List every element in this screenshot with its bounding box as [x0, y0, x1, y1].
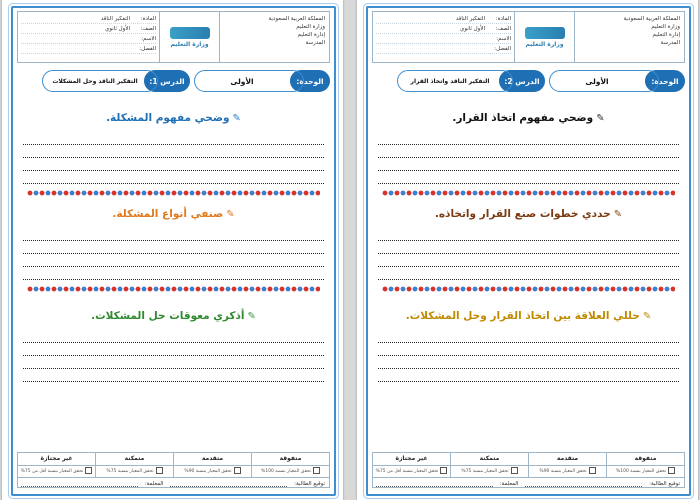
signature-row: [373, 478, 684, 489]
question-text: حددي خطوات صنع القرار واتخاذه.: [434, 208, 611, 220]
dotted-divider: [27, 286, 320, 292]
lesson-value: التفكير الناقد واتخاذ القرار: [397, 70, 513, 92]
lesson-label: الدرس 2:: [499, 70, 545, 92]
question-text: وضحي مفهوم اتخاذ القرار.: [452, 112, 594, 124]
pencil-icon: ✎: [596, 113, 605, 124]
question-text: أذكري معوقات حل المشكلات.: [91, 310, 245, 322]
checkbox[interactable]: [85, 467, 92, 474]
unit-value: الأولى: [194, 70, 304, 92]
answer-lines[interactable]: [378, 330, 679, 382]
student-fields: [18, 12, 159, 62]
field-row[interactable]: المادة: التفكير الناقد: [21, 14, 156, 24]
levels-row: متفوقة متقدمة متمكنة غير مجتازة: [18, 453, 329, 466]
question-text: وضحي مفهوم المشكلة.: [106, 112, 230, 124]
signature-line[interactable]: [170, 480, 287, 487]
lesson-value: التفكير الناقد وحل المشكلات: [42, 70, 158, 92]
school-info: [219, 12, 329, 62]
criteria-row: تحقق المعيار بنسبة 100% تحقق المعيار بنسبة 90% تحقق المعيار بنسبة 75% تحقق المعيار بنسبة أقل من 75%: [373, 466, 684, 478]
levels-row: متفوقة متقدمة متمكنة غير مجتازة: [373, 453, 684, 466]
ministry-text: وزارة التعليم: [296, 24, 325, 30]
school-label: المدرسة: [305, 40, 325, 46]
field-row[interactable]: الصف: الأول ثانوي: [376, 24, 511, 34]
assessment-footer: [17, 452, 330, 488]
answer-lines[interactable]: [378, 228, 679, 280]
teacher-label: المعلمة:: [499, 480, 519, 487]
checkbox[interactable]: [511, 467, 518, 474]
checkbox[interactable]: [234, 467, 241, 474]
assessment-footer: [372, 452, 685, 488]
question-1: [23, 110, 324, 184]
unit-value: الأولى: [549, 70, 659, 92]
criteria-row: تحقق المعيار بنسبة 100% تحقق المعيار بنسبة 90% تحقق المعيار بنسبة 75% تحقق المعيار بنسبة أقل من 75%: [18, 466, 329, 478]
kingdom-text: المملكة العربية السعودية: [623, 16, 680, 22]
unit-label: الوحدة:: [645, 70, 685, 92]
answer-lines[interactable]: [23, 132, 324, 184]
question-text: حللي العلاقة بين اتخاذ القرار وحل المشكلات.: [405, 310, 640, 322]
pencil-icon: ✎: [247, 311, 256, 322]
pencil-icon: ✎: [226, 209, 235, 220]
field-row[interactable]: الاسم:: [21, 34, 156, 44]
checkbox[interactable]: [589, 467, 596, 474]
signature-line[interactable]: [525, 480, 642, 487]
pencil-icon: ✎: [642, 311, 652, 322]
logo-icon: [170, 27, 210, 39]
question-2: [23, 206, 324, 280]
question-3: [23, 308, 324, 382]
checkbox[interactable]: [313, 467, 320, 474]
question-2: [378, 206, 679, 280]
question-1: [378, 110, 679, 184]
field-row[interactable]: الاسم:: [376, 34, 511, 44]
worksheet-page-1: [2, 0, 343, 500]
field-row[interactable]: المادة: التفكير الناقد: [376, 14, 511, 24]
logo-icon: [525, 27, 565, 39]
pencil-icon: ✎: [232, 113, 241, 124]
dotted-divider: [382, 190, 675, 196]
kingdom-text: المملكة العربية السعودية: [268, 16, 325, 22]
logo-text: وزارة التعليم: [525, 40, 564, 48]
edu-admin-label: إدارة التعليم: [297, 32, 325, 38]
answer-lines[interactable]: [23, 228, 324, 280]
unit-label: الوحدة:: [290, 70, 330, 92]
lesson-label: الدرس 1:: [144, 70, 190, 92]
student-signature-label: توقيع الطالبة:: [649, 480, 680, 487]
page-border: [366, 6, 691, 496]
dotted-divider: [27, 190, 320, 196]
ministry-text: وزارة التعليم: [651, 24, 680, 30]
signature-line[interactable]: [376, 480, 493, 487]
logo-text: وزارة التعليم: [170, 40, 209, 48]
student-fields: [373, 12, 514, 62]
signature-row: [18, 478, 329, 489]
answer-lines[interactable]: [23, 330, 324, 382]
edu-admin-label: إدارة التعليم: [652, 32, 680, 38]
dotted-divider: [382, 286, 675, 292]
question-3: [378, 308, 679, 382]
school-label: المدرسة: [660, 40, 680, 46]
header-table: [17, 11, 330, 63]
question-text: صنفي أنواع المشكلة.: [112, 208, 224, 220]
checkbox[interactable]: [668, 467, 675, 474]
pencil-icon: ✎: [613, 209, 623, 220]
ministry-logo: [159, 12, 219, 62]
header-table: [372, 11, 685, 63]
student-signature-label: توقيع الطالبة:: [294, 480, 325, 487]
unit-lesson-bar: [17, 68, 330, 94]
worksheet-page-2: [357, 0, 698, 500]
teacher-label: المعلمة:: [144, 480, 164, 487]
school-info: [574, 12, 684, 62]
checkbox[interactable]: [440, 467, 447, 474]
field-row[interactable]: الفصل:: [21, 44, 156, 54]
answer-lines[interactable]: [378, 132, 679, 184]
ministry-logo: [514, 12, 574, 62]
field-row[interactable]: الصف: الأول ثانوي: [21, 24, 156, 34]
page-border: [11, 6, 336, 496]
signature-line[interactable]: [21, 480, 138, 487]
field-row[interactable]: الفصل:: [376, 44, 511, 54]
unit-lesson-bar: [372, 68, 685, 94]
checkbox[interactable]: [156, 467, 163, 474]
